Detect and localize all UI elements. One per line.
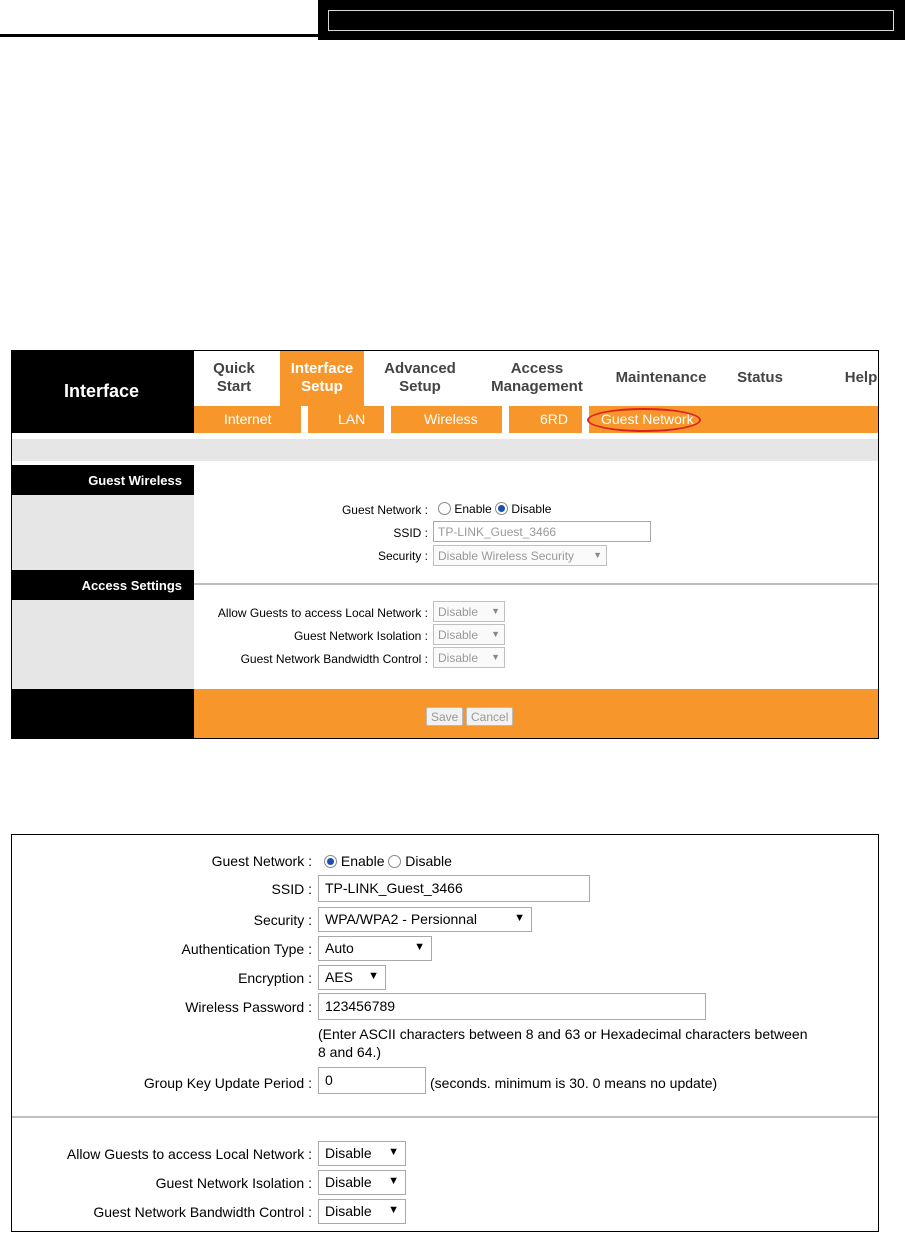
- ssid-label: SSID :: [271, 881, 312, 897]
- section-divider: [194, 583, 879, 585]
- footer-button-bar: [194, 689, 879, 739]
- bandwidth-select[interactable]: [318, 1199, 406, 1224]
- brand-panel: [12, 351, 194, 433]
- wireless-password-input[interactable]: 123456789: [318, 993, 706, 1020]
- authentication-type-value: Auto: [325, 940, 354, 956]
- isolation-select-value: Disable: [325, 1174, 372, 1190]
- nav-help[interactable]: [840, 369, 879, 387]
- top-navigation: [194, 351, 879, 406]
- wireless-password-label: Wireless Password :: [185, 999, 312, 1015]
- enable-radio[interactable]: [438, 502, 451, 515]
- group-key-update-label: Group Key Update Period :: [143, 1075, 312, 1091]
- password-hint-line2: 8 and 64.): [318, 1044, 382, 1060]
- guest-network-highlight-oval: [587, 408, 701, 432]
- bandwidth-select-value: Disable: [438, 651, 479, 665]
- disable-radio-label: Disable: [405, 853, 452, 869]
- footer-left-panel: [12, 689, 194, 739]
- allow-local-select-value: Disable: [438, 605, 479, 619]
- nav-advanced-setup-line1: Advanced: [384, 360, 456, 377]
- password-hint-line1: (Enter ASCII characters between 8 and 63 or Hexadecimal characters between: [318, 1026, 808, 1042]
- chevron-down-icon: ▼: [491, 629, 500, 639]
- page-header-rule: [0, 34, 320, 37]
- section-guest-wireless-sidebar: [12, 495, 194, 575]
- subnav-6rd[interactable]: 6RD: [540, 411, 569, 427]
- section-divider: [12, 1116, 878, 1118]
- nav-quick-start-line2: Start: [216, 378, 252, 395]
- sub-navigation: [194, 406, 879, 433]
- disable-radio[interactable]: [388, 855, 401, 868]
- subnav-internet[interactable]: Internet: [224, 411, 272, 427]
- nav-interface-setup-line2: Setup: [301, 378, 343, 395]
- authentication-type-select[interactable]: [318, 936, 432, 961]
- allow-local-select[interactable]: [318, 1141, 406, 1166]
- encryption-select[interactable]: [318, 965, 386, 990]
- guest-network-radio-group: [438, 502, 551, 516]
- page-header-bar-frame: [328, 10, 894, 31]
- nav-maintenance-label: Maintenance: [615, 369, 707, 386]
- enable-radio[interactable]: [324, 855, 337, 868]
- chevron-down-icon: ▼: [388, 1175, 399, 1187]
- allow-local-select[interactable]: [433, 601, 505, 622]
- nav-access-management-line2: Management: [491, 378, 583, 395]
- title-strip: [12, 439, 879, 461]
- chevron-down-icon: ▼: [514, 912, 525, 924]
- brand-title: Interface: [64, 381, 140, 401]
- subnav-guest-network[interactable]: Guest Network: [601, 411, 694, 427]
- bandwidth-select[interactable]: [433, 647, 505, 668]
- section-access-settings: Access Settings: [12, 570, 194, 600]
- bandwidth-select-value: Disable: [325, 1203, 372, 1219]
- encryption-value: AES: [325, 969, 354, 985]
- chevron-down-icon: ▼: [491, 606, 500, 616]
- bandwidth-label: Guest Network Bandwidth Control :: [240, 652, 428, 666]
- nav-advanced-setup-line2: Setup: [399, 378, 441, 395]
- authentication-type-label: Authentication Type :: [181, 941, 312, 957]
- nav-quick-start-line1: Quick: [213, 360, 255, 377]
- allow-local-select-value: Disable: [325, 1145, 372, 1161]
- ssid-input[interactable]: TP-LINK_Guest_3466: [318, 875, 590, 902]
- chevron-down-icon: ▼: [491, 652, 500, 662]
- chevron-down-icon: ▼: [388, 1146, 399, 1158]
- page-header-bar: [318, 0, 905, 40]
- security-select[interactable]: [433, 545, 607, 566]
- nav-interface-setup-line1: Interface: [290, 360, 354, 377]
- subnav-separator: [301, 406, 308, 433]
- save-button[interactable]: Save: [426, 707, 463, 726]
- section-guest-wireless: Guest Wireless: [12, 465, 194, 495]
- ssid-label: SSID :: [393, 526, 428, 540]
- nav-help-label: Help: [844, 369, 878, 386]
- nav-status[interactable]: [730, 369, 790, 387]
- isolation-label: Guest Network Isolation :: [293, 629, 428, 643]
- nav-quick-start[interactable]: [208, 360, 260, 396]
- nav-access-management-line1: Access: [510, 360, 564, 377]
- nav-access-management[interactable]: [484, 360, 590, 396]
- security-select-value: WPA/WPA2 - Persionnal: [325, 911, 477, 927]
- enable-radio-label: Enable: [454, 502, 492, 516]
- security-label: Security :: [253, 912, 312, 928]
- section-access-settings-sidebar: [12, 600, 194, 689]
- nav-advanced-setup[interactable]: [380, 360, 460, 396]
- subnav-separator: [384, 406, 391, 433]
- ssid-input[interactable]: TP-LINK_Guest_3466: [433, 521, 651, 542]
- enable-radio-label: Enable: [340, 853, 385, 869]
- group-key-update-input[interactable]: 0: [318, 1067, 426, 1094]
- guest-network-label: Guest Network :: [211, 853, 312, 869]
- isolation-label: Guest Network Isolation :: [155, 1175, 312, 1191]
- bandwidth-label: Guest Network Bandwidth Control :: [93, 1204, 312, 1220]
- security-select-value: Disable Wireless Security: [438, 549, 575, 563]
- guest-network-radio-group: [324, 853, 452, 869]
- nav-maintenance[interactable]: [608, 369, 714, 387]
- cancel-button[interactable]: Cancel: [466, 707, 513, 726]
- encryption-label: Encryption :: [238, 970, 312, 986]
- isolation-select-value: Disable: [438, 628, 479, 642]
- guest-network-label: Guest Network :: [341, 503, 428, 517]
- disable-radio[interactable]: [495, 502, 508, 515]
- nav-status-label: Status: [737, 369, 783, 386]
- nav-interface-setup[interactable]: [280, 351, 364, 406]
- subnav-wireless[interactable]: Wireless: [424, 411, 478, 427]
- group-key-update-hint: (seconds. minimum is 30. 0 means no update): [430, 1075, 718, 1091]
- chevron-down-icon: ▼: [388, 1204, 399, 1216]
- security-label: Security :: [377, 549, 428, 563]
- isolation-select[interactable]: [433, 624, 505, 645]
- disable-radio-label: Disable: [511, 502, 552, 516]
- allow-local-label: Allow Guests to access Local Network :: [66, 1146, 312, 1162]
- isolation-select[interactable]: [318, 1170, 406, 1195]
- chevron-down-icon: ▼: [414, 941, 425, 953]
- subnav-lan[interactable]: LAN: [338, 411, 366, 427]
- chevron-down-icon: ▼: [368, 970, 379, 982]
- guest-network-enabled-screenshot: [11, 834, 879, 1232]
- subnav-separator: [502, 406, 509, 433]
- chevron-down-icon: ▼: [593, 550, 602, 560]
- allow-local-label: Allow Guests to access Local Network :: [217, 606, 428, 620]
- security-select[interactable]: [318, 907, 532, 932]
- guest-network-disabled-screenshot: [11, 350, 879, 739]
